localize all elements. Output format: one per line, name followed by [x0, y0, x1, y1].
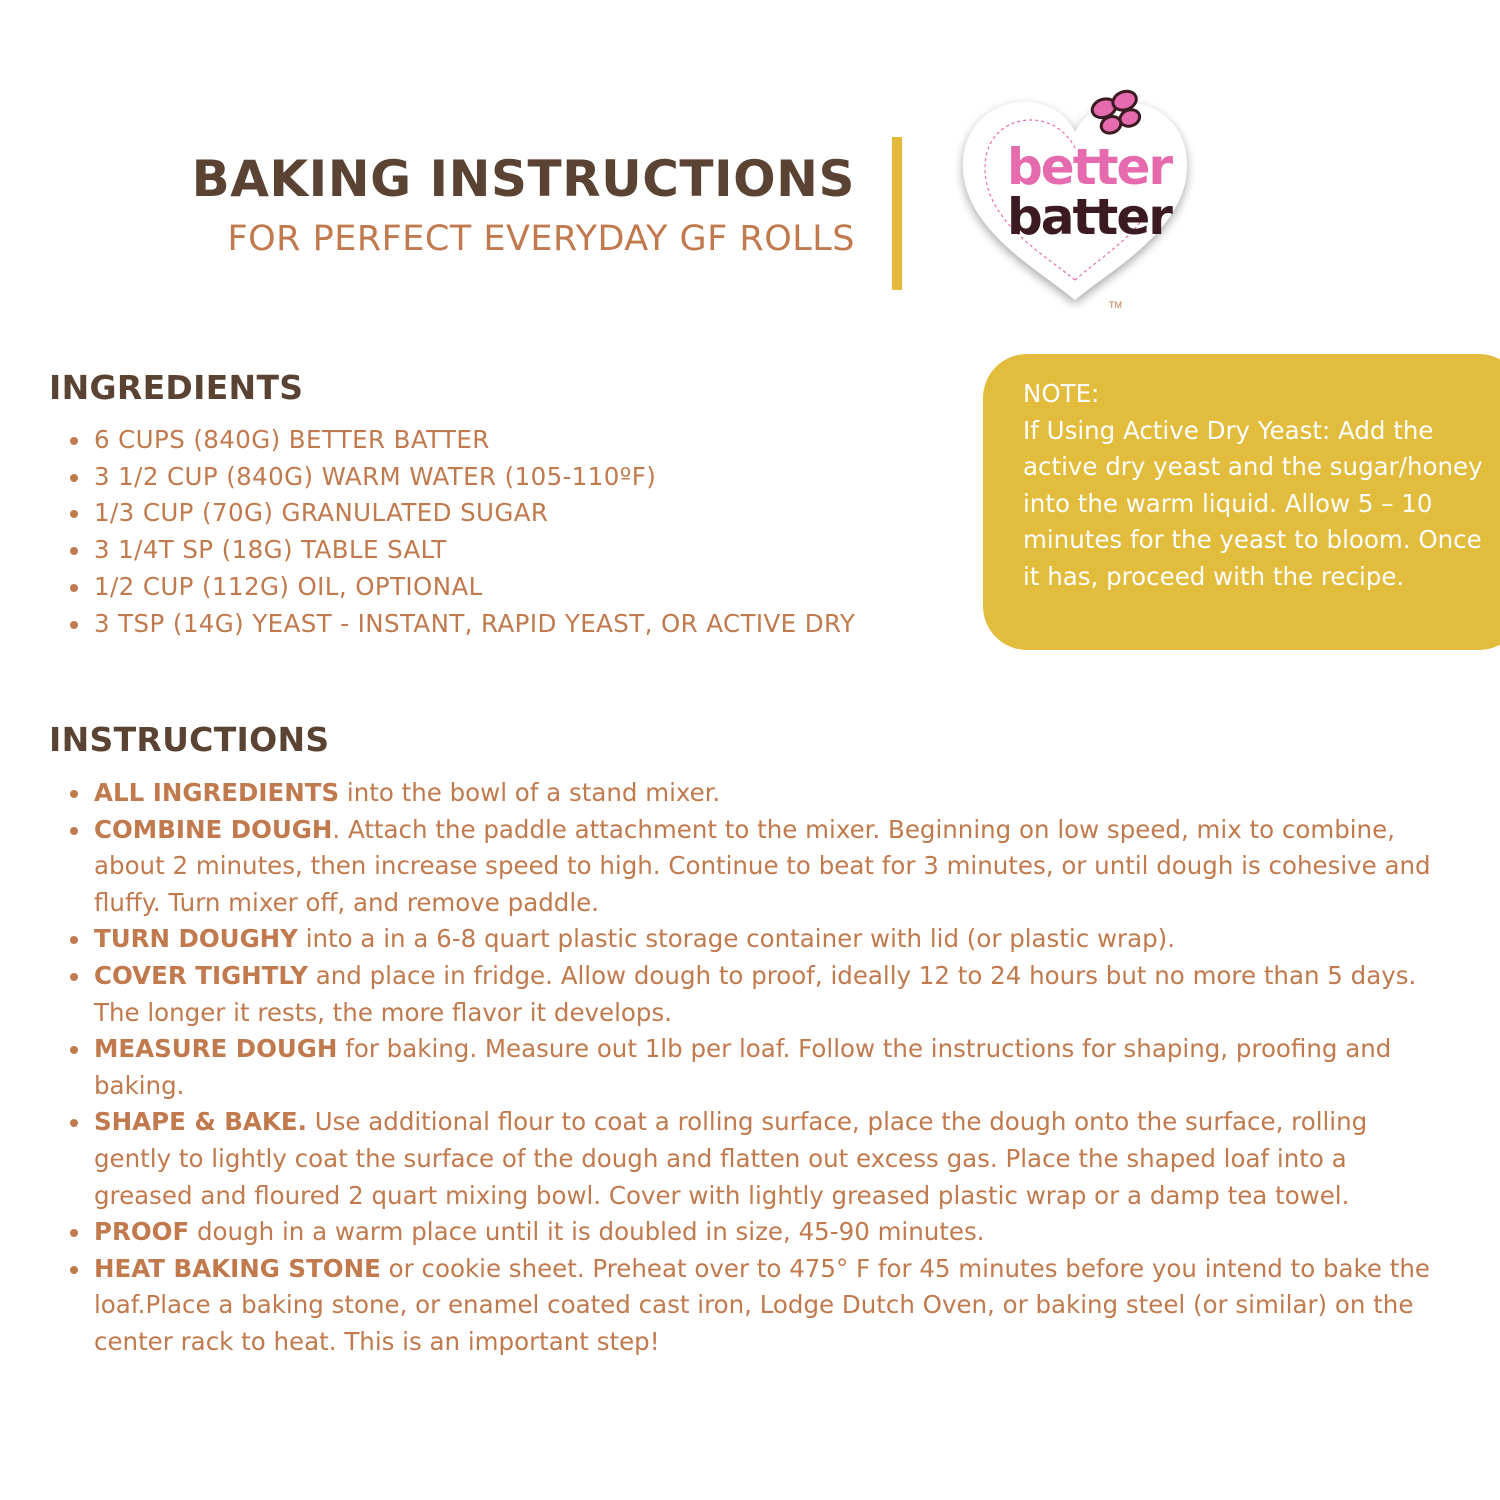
- bullet-icon: [70, 1119, 78, 1127]
- page-subtitle: FOR PERFECT EVERYDAY GF ROLLS: [227, 219, 855, 259]
- ingredients-heading: INGREDIENTS: [49, 368, 304, 407]
- ingredients-list: [0, 422, 855, 642]
- ingredient-text: 3 TSP (14G) YEAST - INSTANT, RAPID YEAST, OR ACTIVE DRY: [94, 608, 856, 638]
- ingredient-text: 6 CUPS (840G) BETTER BATTER: [94, 425, 490, 454]
- step-text: or cookie sheet. Preheat over to 475° F for 45 minutes before you intend to bake the loaf.Place a baking stone, or enamel coated cast iron, Lodge Dutch Oven, or baking steel (or similar) on the center rack to heat. This is an important step!: [94, 1253, 1430, 1356]
- list-item: [0, 532, 855, 569]
- step-text: . Attach the paddle attachment to the mixer. Beginning on low speed, mix to combine, about 2 minutes, then increase speed to high. Continue to beat for 3 minutes, or until dough is cohesive and fluffy. Turn mixer off, and remove paddle.: [94, 814, 1431, 917]
- step-keyword: TURN DOUGHY: [94, 924, 298, 954]
- step-keyword: COMBINE DOUGH: [94, 814, 333, 844]
- bullet-icon: [70, 827, 78, 835]
- list-item: [0, 775, 1439, 812]
- step-text: for baking. Measure out 1lb per loaf. Follow the instructions for shaping, proofing and baking.: [94, 1034, 1392, 1100]
- trademark-mark: TM: [1109, 300, 1122, 310]
- note-label: NOTE:: [1023, 379, 1100, 408]
- step-text: Use additional flour to coat a rolling surface, place the dough onto the surface, rolling gently to lightly coat the surface of the dough and flatten out excess gas. Place the shaped loaf into a greased and floured 2 quart mixing bowl. Cover with lightly greased plastic wrap or a damp tea towel.: [94, 1107, 1368, 1210]
- list-item: [0, 958, 1439, 1031]
- list-item: [0, 812, 1439, 922]
- list-item: [0, 459, 855, 496]
- bullet-icon: [70, 936, 78, 944]
- ingredient-text: 3 1/2 CUP (840G) WARM WATER (105-110ºF): [94, 461, 657, 491]
- bullet-icon: [70, 474, 78, 482]
- list-item: [0, 495, 855, 532]
- step-keyword: SHAPE & BAKE.: [94, 1107, 307, 1137]
- ingredient-text: 1/2 CUP (112G) OIL, OPTIONAL: [94, 571, 483, 601]
- step-text: and place in fridge. Allow dough to proof, ideally 12 to 24 hours but no more than 5 days. The longer it rests, the more flavor it develops.: [94, 960, 1417, 1027]
- step-keyword: MEASURE DOUGH: [94, 1034, 338, 1064]
- list-item: [0, 1104, 1439, 1214]
- note-text: If Using Active Dry Yeast: Add the active dry yeast and the sugar/honey into the warm liquid. Allow 5 – 10 minutes for the yeast to bloom. Once it has, proceed with the recipe.: [1023, 415, 1483, 591]
- bullet-icon: [70, 1046, 78, 1054]
- page-title: BAKING INSTRUCTIONS: [191, 150, 855, 208]
- bullet-icon: [70, 437, 78, 445]
- list-item: [0, 606, 855, 643]
- step-text: into a in a 6-8 quart plastic storage container with lid (or plastic wrap).: [297, 924, 1176, 954]
- list-item: [0, 1251, 1439, 1361]
- logo-word-better: better: [1007, 138, 1172, 196]
- list-item: [0, 422, 855, 459]
- header-divider: [892, 137, 902, 290]
- bullet-icon: [70, 1266, 78, 1274]
- ingredient-text: 3 1/4T SP (18G) TABLE SALT: [94, 535, 447, 565]
- note-box: [983, 354, 1500, 650]
- instructions-list: [0, 775, 1439, 1361]
- step-keyword: HEAT BAKING STONE: [94, 1253, 381, 1283]
- step-keyword: COVER TIGHTLY: [94, 960, 308, 990]
- bullet-icon: [70, 510, 78, 518]
- list-item: [0, 1214, 1439, 1251]
- step-keyword: ALL INGREDIENTS: [94, 778, 340, 807]
- ingredient-text: 1/3 CUP (70G) GRANULATED SUGAR: [94, 498, 549, 528]
- step-text: into the bowl of a stand mixer.: [339, 778, 721, 807]
- bullet-icon: [70, 621, 78, 629]
- step-keyword: PROOF: [94, 1217, 190, 1247]
- list-item: [0, 921, 1439, 958]
- step-text: dough in a warm place until it is doubled in size, 45-90 minutes.: [189, 1217, 985, 1247]
- bullet-icon: [70, 1229, 78, 1237]
- list-item: [0, 1031, 1439, 1104]
- bullet-icon: [70, 790, 78, 798]
- bullet-icon: [70, 547, 78, 555]
- bullet-icon: [70, 973, 78, 981]
- list-item: [0, 569, 855, 606]
- instructions-heading: INSTRUCTIONS: [49, 720, 330, 759]
- logo-word-batter: batter: [1007, 188, 1171, 246]
- bullet-icon: [70, 584, 78, 592]
